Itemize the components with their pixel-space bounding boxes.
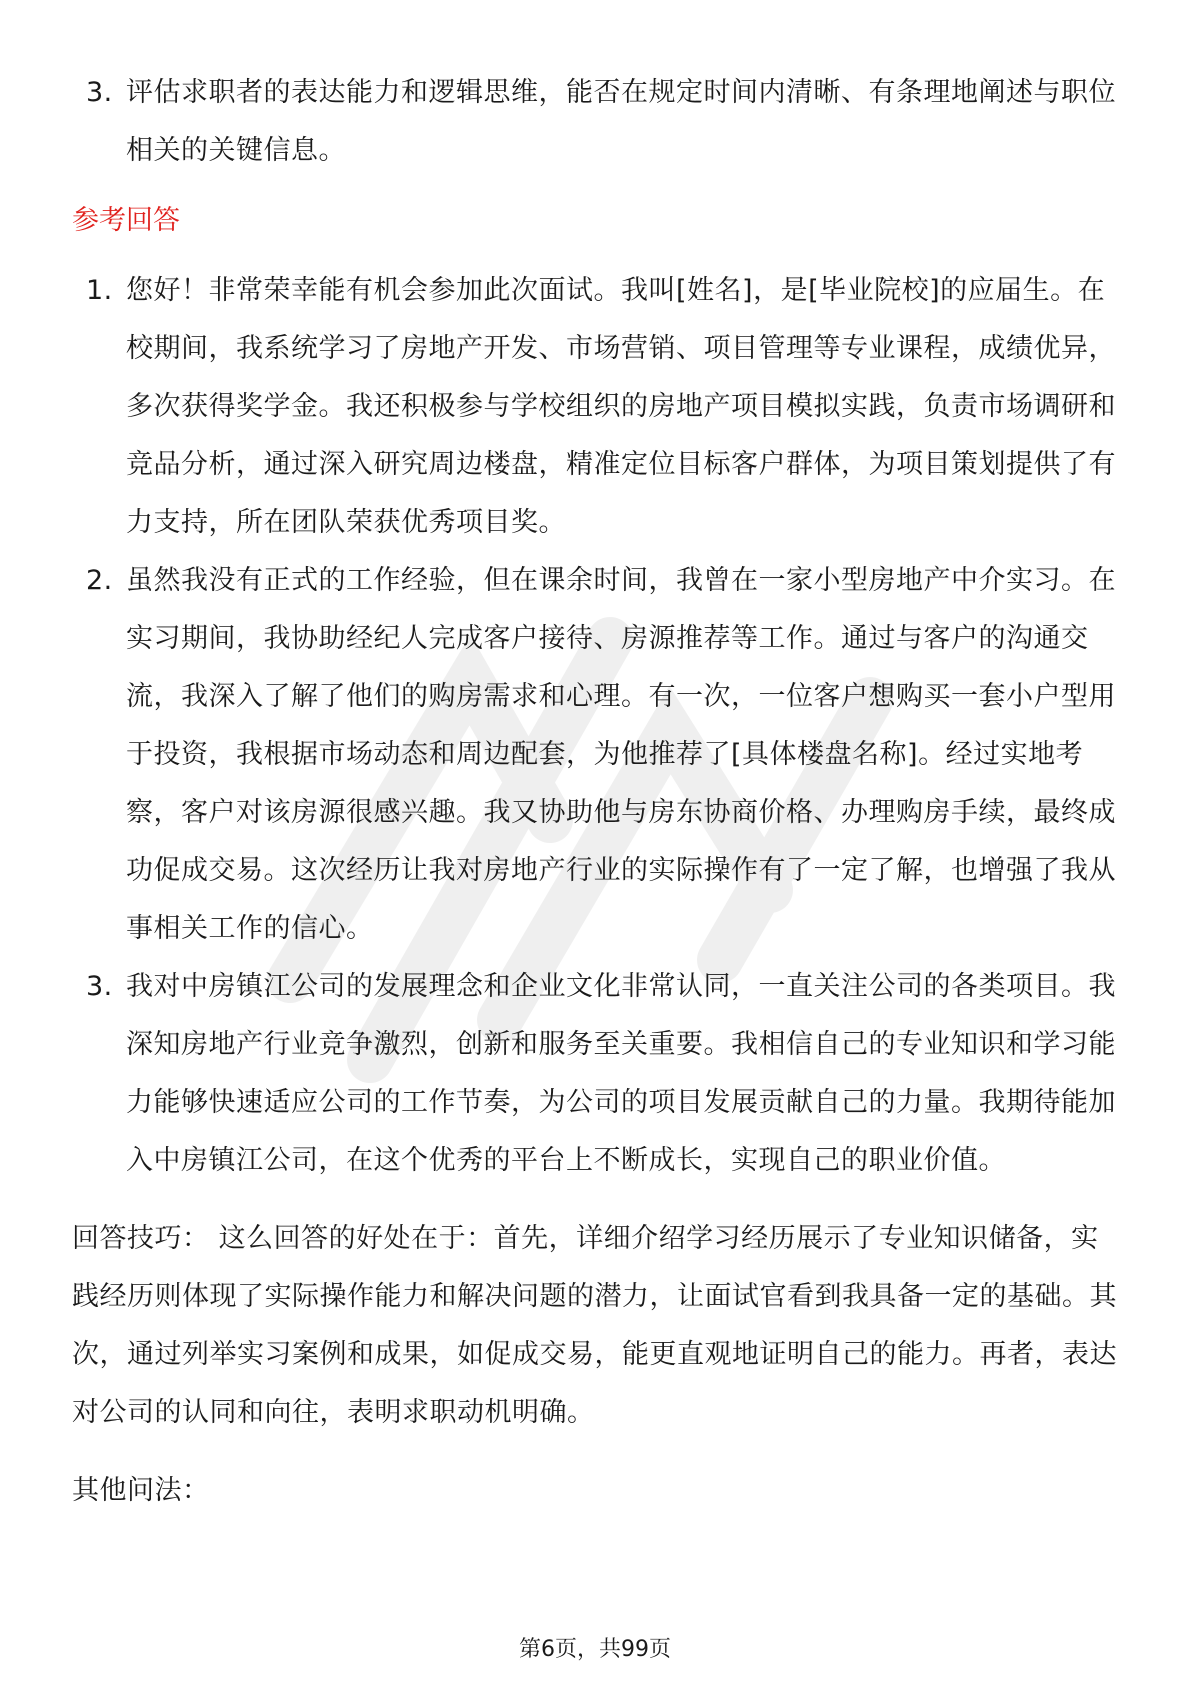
answer-tips: 回答技巧： 这么回答的好处在于：首先，详细介绍学习经历展示了专业知识储备，实践经历则体现了实际操作能力和解决问题的潜力，让面试官看到我具备一定的基础。其次，通过列举实习案例和成果，如促成交易，能更直观地证明自己的能力。再者，表达对公司的认同和向往，表明求职动机明确。: [72, 1223, 1117, 1428]
intro-list-item: [72, 64, 1122, 180]
answer-heading: 参考回答: [72, 205, 180, 236]
other-questions-heading: 其他问法：: [72, 1475, 210, 1506]
list-item-text: 评估求职者的表达能力和逻辑思维，能否在规定时间内清晰、有条理地阐述与职位相关的关键信息。: [126, 77, 1116, 166]
list-item-text: 我对中房镇江公司的发展理念和企业文化非常认同，一直关注公司的各类项目。我深知房地产行业竞争激烈，创新和服务至关重要。我相信自己的专业知识和学习能力能够快速适应公司的工作节奏，为公司的项目发展贡献自己的力量。我期待能加入中房镇江公司，在这个优秀的平台上不断成长，实现自己的职业价值。: [126, 971, 1116, 1176]
answer-item: [72, 262, 1122, 552]
list-number: 3.: [86, 971, 113, 1002]
list-item-text: 虽然我没有正式的工作经验，但在课余时间，我曾在一家小型房地产中介实习。在实习期间，我协助经纪人完成客户接待、房源推荐等工作。通过与客户的沟通交流，我深入了解了他们的购房需求和心理。有一次，一位客户想购买一套小户型用于投资，我根据市场动态和周边配套，为他推荐了[具体楼盘名称]。经过实地考察，客户对该房源很感兴趣。我又协助他与房东协商价格、办理购房手续，最终成功促成交易。这次经历让我对房地产行业的实际操作有了一定了解，也增强了我从事相关工作的信心。: [126, 565, 1116, 944]
answer-item: [72, 958, 1122, 1190]
list-item-text: 您好！非常荣幸能有机会参加此次面试。我叫[姓名]，是[毕业院校]的应届生。在校期间，我系统学习了房地产开发、市场营销、项目管理等专业课程，成绩优异，多次获得奖学金。我还积极参与学校组织的房地产项目模拟实践，负责市场调研和竞品分析，通过深入研究周边楼盘，精准定位目标客户群体，为项目策划提供了有力支持，所在团队荣获优秀项目奖。: [126, 275, 1116, 538]
list-number: 1.: [86, 275, 113, 306]
document-page: [72, 64, 1122, 1520]
list-number: 2.: [86, 565, 113, 596]
page-footer: 第6页，共99页: [519, 1637, 671, 1662]
answer-item: [72, 552, 1122, 958]
list-number: 3.: [86, 77, 113, 108]
